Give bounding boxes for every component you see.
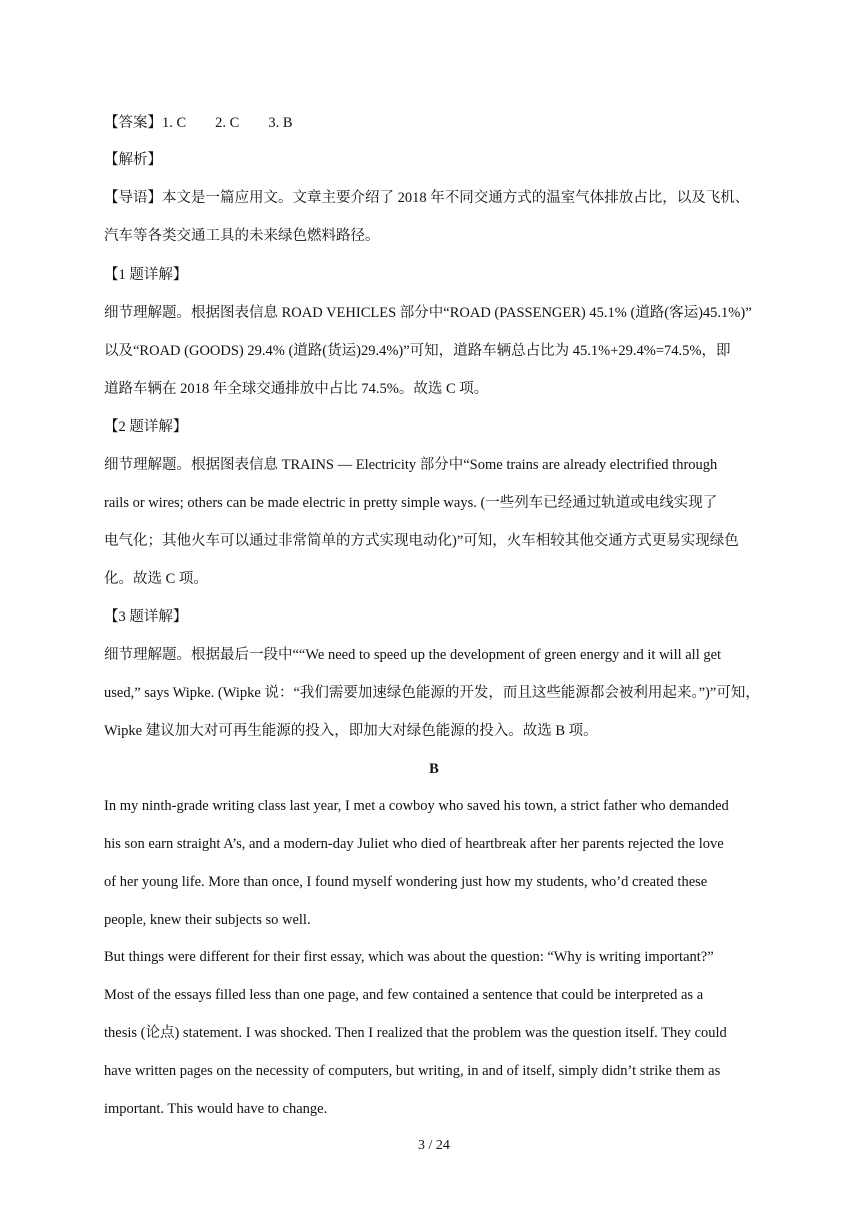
- q1-line-3: 道路车辆在 2018 年全球交通排放中占比 74.5%。故选 C 项。: [104, 381, 489, 397]
- q2-line-3: 电气化；其他火车可以通过非常简单的方式实现电动化)”可知，火车相较其他交通方式更易实现绿色: [104, 533, 739, 549]
- q2-line-1: 细节理解题。根据图表信息 TRAINS — Electricity 部分中“Some trains are already electrified through: [104, 457, 718, 473]
- analysis-label: 【解析】: [104, 152, 162, 168]
- intro-line-2: 汽车等各类交通工具的未来绿色燃料路径。: [104, 228, 380, 244]
- q2-line-2: rails or wires; others can be made electric in pretty simple ways. (一些列车已经通过轨道或电线实现了: [104, 495, 718, 511]
- passage-line-2: his son earn straight A’s, and a modern-day Juliet who died of heartbreak after her parents rejected the love: [104, 836, 724, 852]
- q1-line-2: 以及“ROAD (GOODS) 29.4% (道路(货运)29.4%)”可知，道路车辆总占比为 45.1%+29.4%=74.5%，即: [104, 343, 731, 359]
- q3-line-2: used,” says Wipke. (Wipke 说：“我们需要加速绿色能源的开发，而且这些能源都会被利用起来。”)”可知，: [104, 685, 760, 701]
- page-number: 3 / 24: [418, 1138, 450, 1153]
- passage-line-8: have written pages on the necessity of computers, but writing, in and of itself, simply didn’t strike them as: [104, 1063, 721, 1079]
- q3-line-1: 细节理解题。根据最后一段中““We need to speed up the development of green energy and it will all get: [104, 647, 722, 663]
- passage-line-3: of her young life. More than once, I found myself wondering just how my students, who’d created these: [104, 874, 708, 890]
- q2-heading: 【2 题详解】: [104, 419, 188, 435]
- intro-line-1: 【导语】本文是一篇应用文。文章主要介绍了 2018 年不同交通方式的温室气体排放占比，以及飞机、: [104, 190, 750, 206]
- section-b-title: B: [429, 761, 439, 777]
- q1-line-1: 细节理解题。根据图表信息 ROAD VEHICLES 部分中“ROAD (PASSENGER) 45.1% (道路(客运)45.1%)”: [104, 305, 752, 321]
- passage-line-4: people, knew their subjects so well.: [104, 912, 311, 928]
- q1-heading: 【1 题详解】: [104, 267, 188, 283]
- q3-heading: 【3 题详解】: [104, 609, 188, 625]
- passage-line-1: In my ninth-grade writing class last year, I met a cowboy who saved his town, a strict father who demanded: [104, 798, 729, 814]
- answer-line: 【答案】1. C 2. C 3. B: [104, 115, 293, 131]
- q2-line-4: 化。故选 C 项。: [104, 571, 208, 587]
- q3-line-3: Wipke 建议加大对可再生能源的投入，即加大对绿色能源的投入。故选 B 项。: [104, 723, 598, 739]
- passage-line-5: But things were different for their first essay, which was about the question: “Why is writing important?”: [104, 949, 714, 965]
- passage-line-9: important. This would have to change.: [104, 1101, 328, 1117]
- passage-line-7: thesis (论点) statement. I was shocked. Then I realized that the problem was the question itself. They could: [104, 1025, 727, 1041]
- passage-line-6: Most of the essays filled less than one page, and few contained a sentence that could be interpreted as a: [104, 987, 704, 1003]
